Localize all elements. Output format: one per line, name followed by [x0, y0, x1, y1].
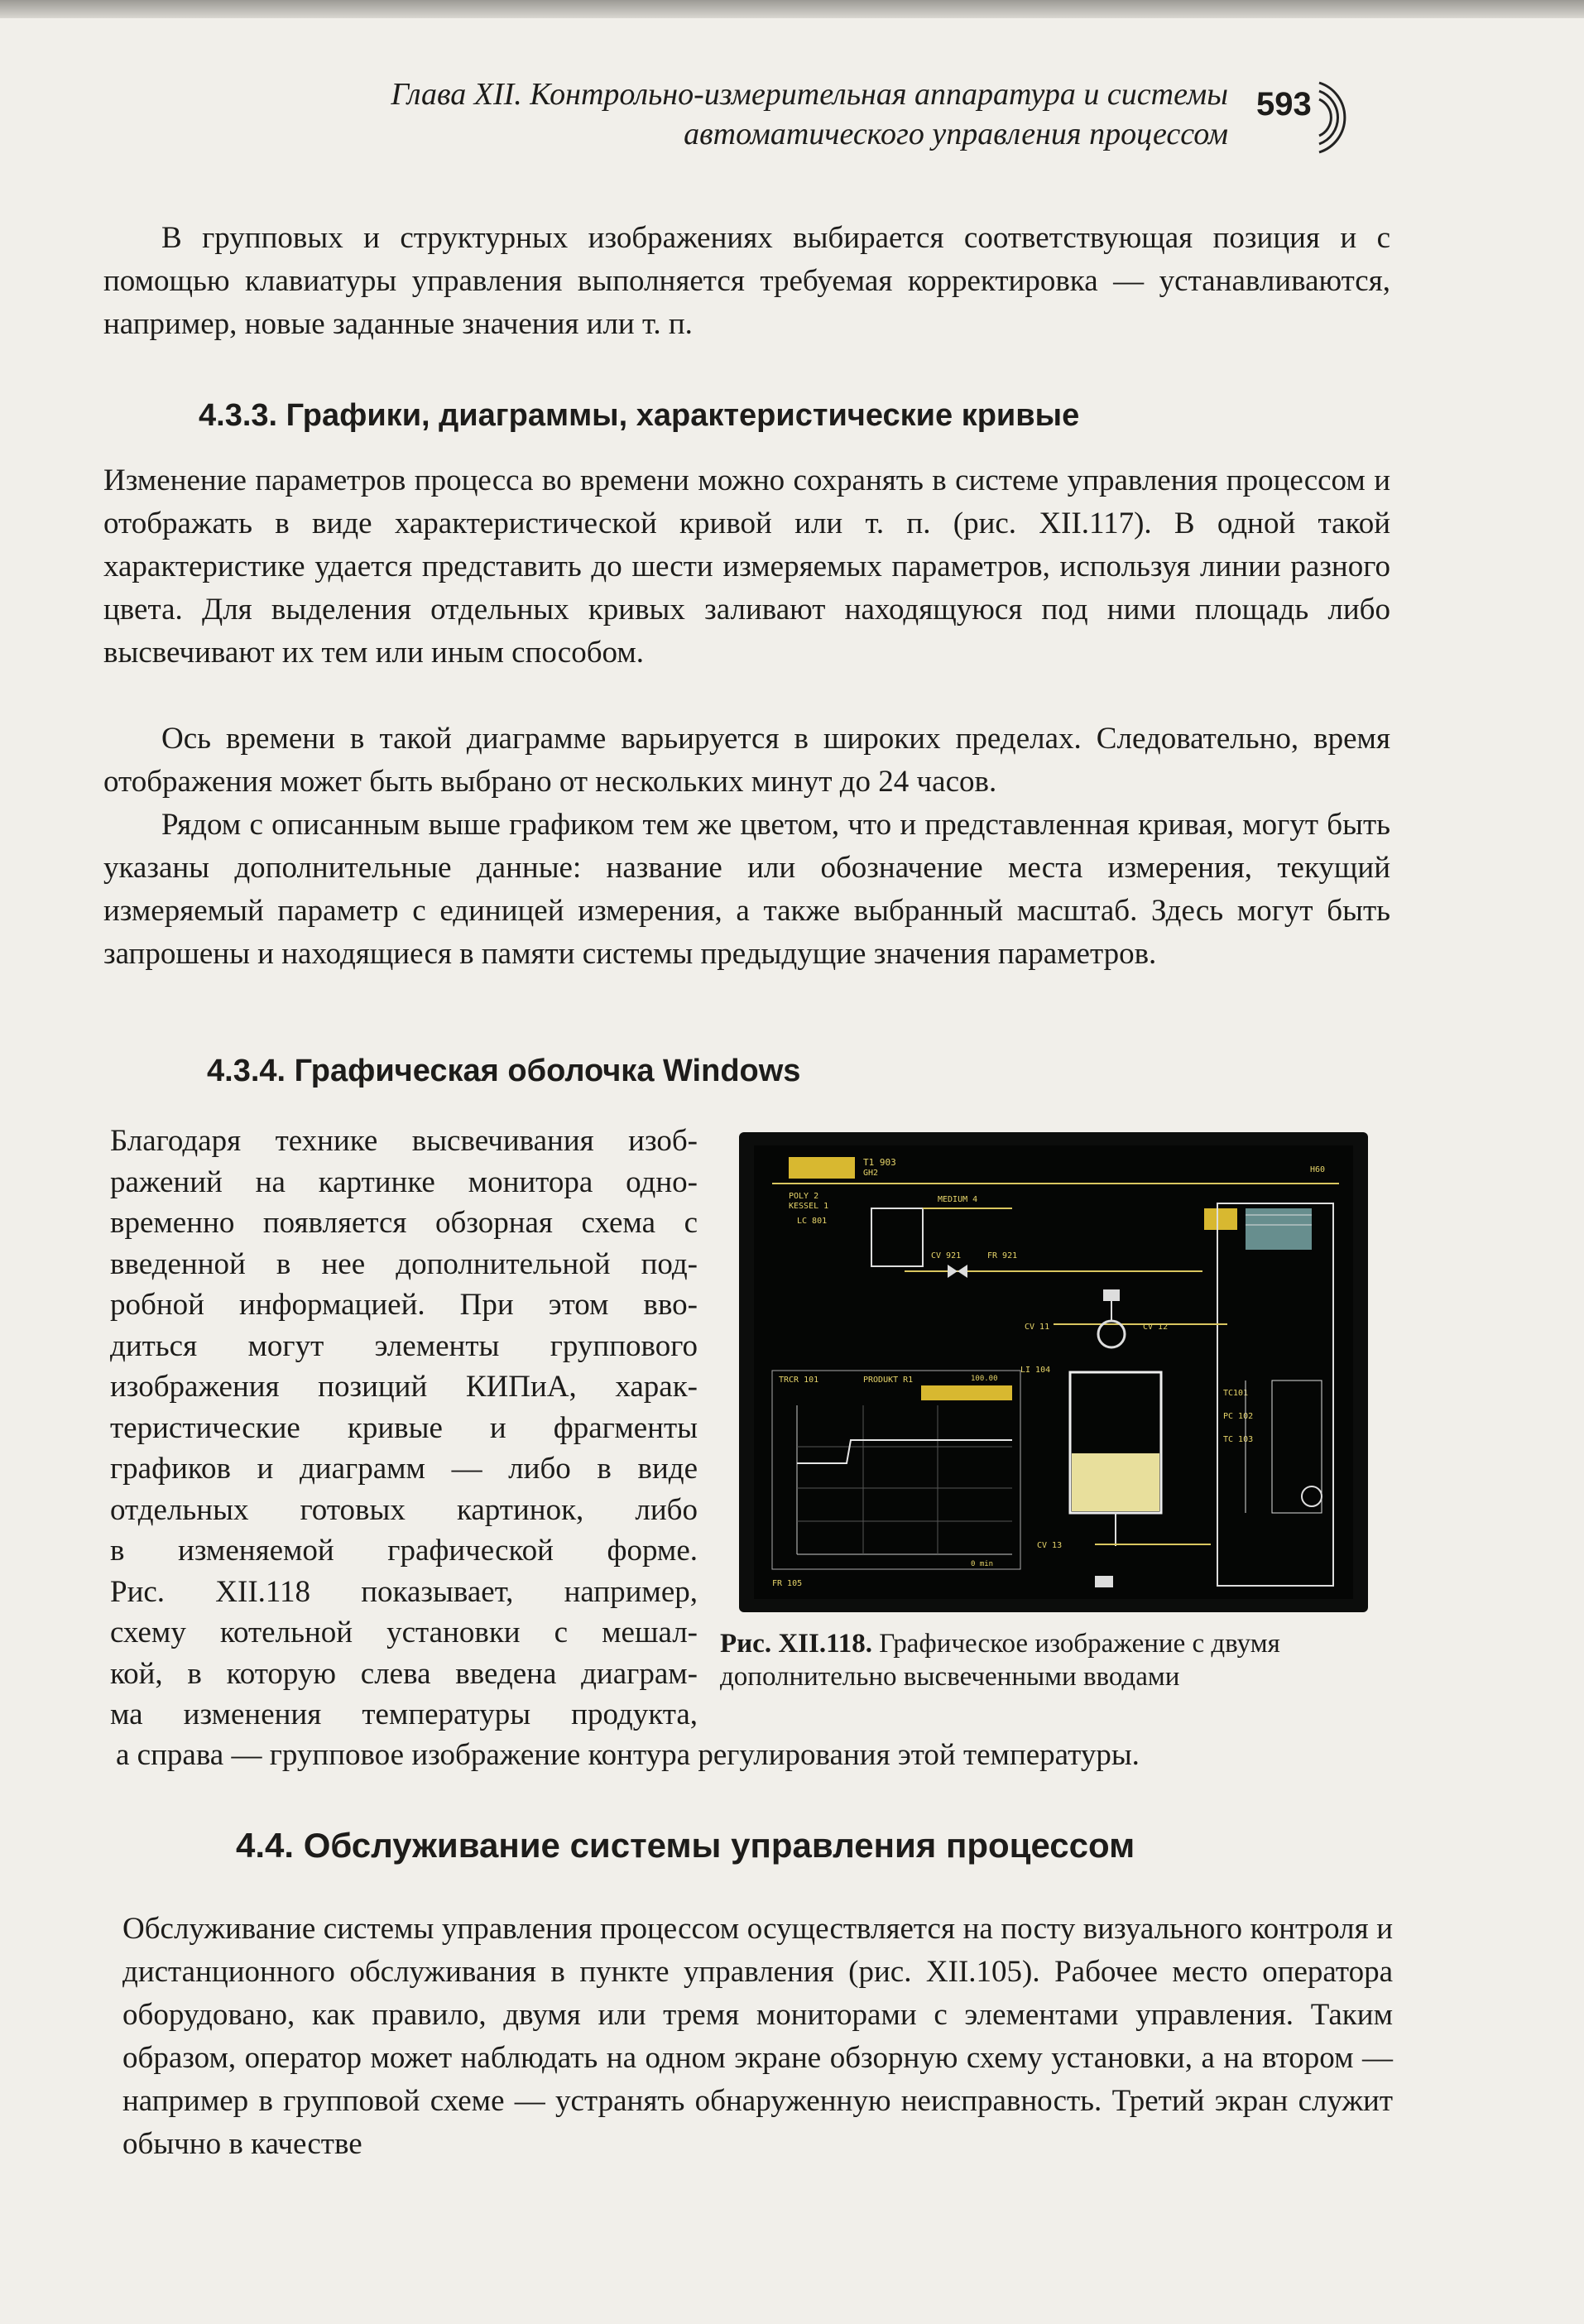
text-line: диться могут элементы группового: [110, 1328, 698, 1363]
text-line: ражений на картинке монитора одно-: [110, 1164, 698, 1199]
text-line: Благодаря технике высвечивания изоб-: [110, 1124, 698, 1158]
text-line: введенной в нее дополнительной под-: [110, 1246, 698, 1281]
label-cv12: CV 12: [1143, 1323, 1169, 1332]
label-li: LI 104: [1020, 1366, 1051, 1375]
header-line-2: автоматического управления процессом: [684, 117, 1228, 151]
scan-edge: [0, 0, 1584, 18]
label-fr: FR 921: [987, 1251, 1018, 1260]
label-t1: T1 903: [863, 1157, 896, 1168]
text-line: отдельных готовых картинок, либо: [110, 1492, 698, 1527]
label-poly: POLY 2: [789, 1192, 819, 1201]
text-line: кой, в которую слева введена диаграм-: [110, 1656, 698, 1691]
section-44-paragraph-1: Обслуживание системы управления процессом осуществляется на посту визуального контроля и дистанционного обслуживания в пункте управления (рис. XII.105). Рабочее место оператора оборудовано, как правило, двумя или тремя мониторами с элементами управления. Таким образом, оператор может наблюдать на одном экране обзорную схему установки, а на втором — например в групповой схеме — устранять обнаруженную неисправность. Третий экран служит обычно в качестве: [122, 1912, 1393, 2161]
text-line: теристические кривые и фрагменты: [110, 1410, 698, 1445]
text-line: временно появляется обзорная схема с: [110, 1206, 698, 1240]
label-trcr: TRCR 101: [779, 1376, 819, 1385]
text-line: Рис. XII.118 показывает, например,: [110, 1574, 698, 1609]
text-line: изображения позиций КИПиА, харак-: [110, 1370, 698, 1404]
section-434-title: 4.3.4. Графическая оболочка Windows: [207, 1054, 801, 1088]
figure-caption-text: Графическое изображение с двумя дополнительно высвеченными вводами: [720, 1629, 1280, 1692]
section-434-wrapped-text: [110, 1121, 698, 1736]
section-433-paragraph-2: Ось времени в такой диаграмме варьируется в широких пределах. Следовательно, время отображения может быть выбрано от нескольких минут до 24 часов.: [103, 722, 1390, 799]
running-header: [152, 74, 1228, 154]
intro-paragraph: В групповых и структурных изображениях выбирается соответствующая позиция и с помощью клавиатуры управления выполняется требуемая корректировка — устанавливаются, например, новые заданные значения или т. п.: [103, 221, 1390, 341]
section-433-title: 4.3.3. Графики, диаграммы, характеристические кривые: [199, 398, 1080, 433]
top-yellow-block: [789, 1157, 855, 1179]
label-tc103: TC 103: [1223, 1435, 1254, 1444]
label-cv921: CV 921: [931, 1251, 962, 1260]
label-pc102: PC 102: [1223, 1412, 1254, 1421]
label-fr105: FR 105: [772, 1579, 803, 1588]
text-line: графиков и диаграмм — либо в виде: [110, 1452, 698, 1486]
label-hw: H60: [1310, 1165, 1326, 1174]
header-line-1: Глава XII. Контрольно-измерительная аппаратура и системы: [391, 77, 1228, 112]
label-produkt: PRODUKT R1: [863, 1376, 914, 1385]
label-kessel: KESSEL 1: [789, 1202, 829, 1211]
text-line: ма изменения температуры продукта,: [110, 1697, 698, 1731]
label-t1b: GH2: [863, 1169, 879, 1178]
section-433-paragraph-3: Рядом с описанным выше графиком тем же цветом, что и представленная кривая, могут быть указаны дополнительные данные: название или обозначение места измерения, текущий измеряемый параметр с единицей измерения, а также выбранный масштаб. Здесь могут быть запрошены и находящиеся в памяти системы предыдущие значения параметров.: [103, 808, 1390, 971]
text-line: в изменяемой графической форме.: [110, 1534, 698, 1568]
page-number: 593: [1256, 86, 1312, 122]
section-44-title: 4.4. Обслуживание системы управления процессом: [236, 1826, 1135, 1865]
label-min: 0 min: [971, 1560, 994, 1568]
label-cv13: CV 13: [1037, 1541, 1063, 1550]
label-lc: LC 801: [797, 1217, 828, 1226]
text-line: схему котельной установки с мешал-: [110, 1616, 698, 1649]
section-434-last-line: а справа — групповое изображение контура регулирования этой температуры.: [116, 1738, 1140, 1772]
page-number-arc-icon: [1316, 78, 1359, 157]
process-mimic-diagram: [739, 1132, 1368, 1612]
label-val100: 100.00: [971, 1375, 998, 1383]
label-tc101: TC101: [1223, 1389, 1249, 1398]
label-medium: MEDIUM 4: [938, 1195, 978, 1204]
text-line: робной информацией. При этом вво-: [110, 1288, 698, 1322]
figure-caption: [720, 1627, 1399, 1693]
label-cv11: CV 11: [1025, 1323, 1050, 1332]
section-433-paragraph-1: Изменение параметров процесса во времени можно сохранять в системе управления процессом и отображать в виде характеристической кривой или т. п. (рис. XII.117). В одной такой характеристике удается представить до шести измеряемых параметров, используя линии разного цвета. Для выделения отдельных кривых заливают находящуюся под ними площадь либо высвечивают их тем или иным способом.: [103, 463, 1390, 670]
figure-caption-label: Рис. XII.118.: [720, 1629, 873, 1659]
figure-monitor-screenshot: [739, 1132, 1368, 1612]
